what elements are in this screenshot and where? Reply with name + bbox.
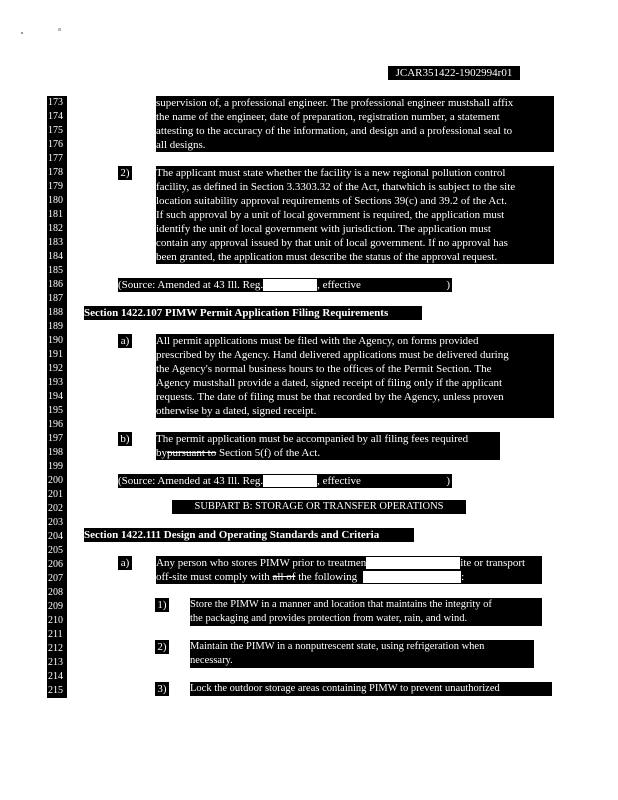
item-a-standards-line-2 <box>156 570 542 584</box>
subitem-1-paragraph <box>190 598 542 626</box>
line-number: 175 <box>47 124 67 138</box>
subitem-label: 3) <box>155 682 169 696</box>
blank-field <box>263 279 317 291</box>
subpart-heading: SUBPART B: STORAGE OR TRANSFER OPERATIONS <box>172 500 466 514</box>
text-line: Lock the outdoor storage areas containing PIMW to prevent unauthorized <box>190 683 500 694</box>
item-label: a) <box>118 334 132 348</box>
text-line: prescribed by the Agency. Hand delivered applications must be delivered during <box>156 349 509 361</box>
line-number: 210 <box>47 614 67 628</box>
section-heading: Section 1422.111 Design and Operating Standards and Criteria <box>84 528 414 542</box>
line-number: 195 <box>47 404 67 418</box>
paragraph-continuation <box>156 96 554 152</box>
text-line: The applicant must state whether the facility is a new regional pollution control <box>156 167 506 179</box>
text-line: necessary. <box>190 655 233 666</box>
text-line: the name of the engineer, date of preparation, registration number, a statement <box>156 111 500 123</box>
line-number: 174 <box>47 110 67 124</box>
inserted-text: by <box>156 447 167 459</box>
text-line: If such approval by a unit of local government is required, the application must <box>156 209 505 221</box>
line-number: 201 <box>47 488 67 502</box>
text-run: the following <box>295 571 358 583</box>
line-number: 211 <box>47 628 67 642</box>
source-effective: , effective <box>317 279 361 291</box>
text-run: ite or transport <box>460 557 526 569</box>
text-line: the packaging and provides protection from water, rain, and wind. <box>190 613 468 624</box>
line-number: 203 <box>47 516 67 530</box>
source-note <box>118 474 452 488</box>
line-number: 197 <box>47 432 67 446</box>
line-number: 177 <box>47 152 67 166</box>
source-end: ) <box>446 475 450 487</box>
struck-text: all of <box>272 571 296 583</box>
line-number: 176 <box>47 138 67 152</box>
line-number: 187 <box>47 292 67 306</box>
item-a-paragraph <box>156 334 554 418</box>
line-number: 184 <box>47 250 67 264</box>
blank-field <box>263 475 317 487</box>
line-number: 186 <box>47 278 67 292</box>
text-line: location suitability approval requirements of Sections 39(c) and 39.2 of the Act. <box>156 195 507 207</box>
line-number: 212 <box>47 642 67 656</box>
document-id: JCAR351422-1902994r01 <box>388 66 520 80</box>
source-text: (Source: Amended at 43 Ill. Reg. <box>118 475 264 487</box>
item-a-standards-line-1 <box>156 556 542 570</box>
line-number: 181 <box>47 208 67 222</box>
line-number: 199 <box>47 460 67 474</box>
text-line: All permit applications must be filed with the Agency, on forms provided <box>156 335 479 347</box>
scan-speck <box>21 32 23 34</box>
line-number: 207 <box>47 572 67 586</box>
line-number: 205 <box>47 544 67 558</box>
line-number: 204 <box>47 530 67 544</box>
text-run: : <box>461 571 465 583</box>
line-number: 196 <box>47 418 67 432</box>
text-run: Any person who stores PIMW prior to treatmen <box>156 557 367 569</box>
line-number: 189 <box>47 320 67 334</box>
struck-text: pursuant to <box>167 447 217 459</box>
source-end: ) <box>446 279 450 291</box>
item-2-paragraph <box>156 166 554 264</box>
line-number: 194 <box>47 390 67 404</box>
blank-field <box>366 557 460 569</box>
line-number: 182 <box>47 222 67 236</box>
line-number: 183 <box>47 236 67 250</box>
text-run: Section 5(f) of the Act. <box>216 447 321 459</box>
source-note <box>118 278 452 292</box>
source-text: (Source: Amended at 43 Ill. Reg. <box>118 279 264 291</box>
text-line: requests. The date of filing must be that recorded by the Agency, unless proven <box>156 391 504 403</box>
text-line: contain any approval issued by that unit of local government. If no approval has <box>156 237 508 249</box>
text-line: identify the unit of local government with jurisdiction. The application must <box>156 223 491 235</box>
line-number: 192 <box>47 362 67 376</box>
text-line: attesting to the accuracy of the information, and design and a professional seal to <box>156 125 513 137</box>
subitem-2-paragraph <box>190 640 534 668</box>
scan-speck <box>58 28 61 31</box>
line-number: 191 <box>47 348 67 362</box>
item-b-paragraph <box>156 432 500 460</box>
line-number: 208 <box>47 586 67 600</box>
text-line: The permit application must be accompanied by all filing fees required <box>156 433 469 445</box>
line-number: 185 <box>47 264 67 278</box>
text-line: Store the PIMW in a manner and location that maintains the integrity of <box>190 599 492 610</box>
text-line: been granted, the application must describe the status of the approval request. <box>156 251 498 263</box>
subitem-3-paragraph <box>190 682 552 696</box>
text-line: all designs. <box>156 139 206 151</box>
text-line: facility, as defined in Section 3.3303.32 of the Act, thatwhich is subject to the site <box>156 181 516 193</box>
blank-field <box>363 571 461 583</box>
line-number: 193 <box>47 376 67 390</box>
line-number: 178 <box>47 166 67 180</box>
subitem-label: 2) <box>155 640 169 654</box>
line-number: 202 <box>47 502 67 516</box>
line-number: 209 <box>47 600 67 614</box>
text-line: the Agency's normal business hours to the offices of the Permit Section. The <box>156 363 492 375</box>
line-number: 190 <box>47 334 67 348</box>
line-number: 206 <box>47 558 67 572</box>
text-line: supervision of, a professional engineer. The professional engineer mustshall affix <box>156 97 514 109</box>
item-label: 2) <box>118 166 132 180</box>
text-line: Agency mustshall provide a dated, signed receipt of filing only if the applicant <box>156 377 503 389</box>
line-number: 213 <box>47 656 67 670</box>
line-number: 173 <box>47 96 67 110</box>
line-number: 188 <box>47 306 67 320</box>
line-number: 180 <box>47 194 67 208</box>
source-effective: , effective <box>317 475 361 487</box>
line-number: 215 <box>47 684 67 698</box>
item-label: a) <box>118 556 132 570</box>
text-line: Maintain the PIMW in a nonputrescent state, using refrigeration when <box>190 641 485 652</box>
subitem-label: 1) <box>155 598 169 612</box>
line-number: 179 <box>47 180 67 194</box>
text-run: off-site must comply with <box>156 571 273 583</box>
line-number: 200 <box>47 474 67 488</box>
line-number: 198 <box>47 446 67 460</box>
text-line <box>156 446 338 460</box>
blank-field <box>361 279 363 291</box>
text-line: otherwise by a dated, signed receipt. <box>156 405 317 417</box>
item-label: b) <box>118 432 132 446</box>
section-heading: Section 1422.107 PIMW Permit Application Filing Requirements <box>84 306 422 320</box>
line-number: 214 <box>47 670 67 684</box>
